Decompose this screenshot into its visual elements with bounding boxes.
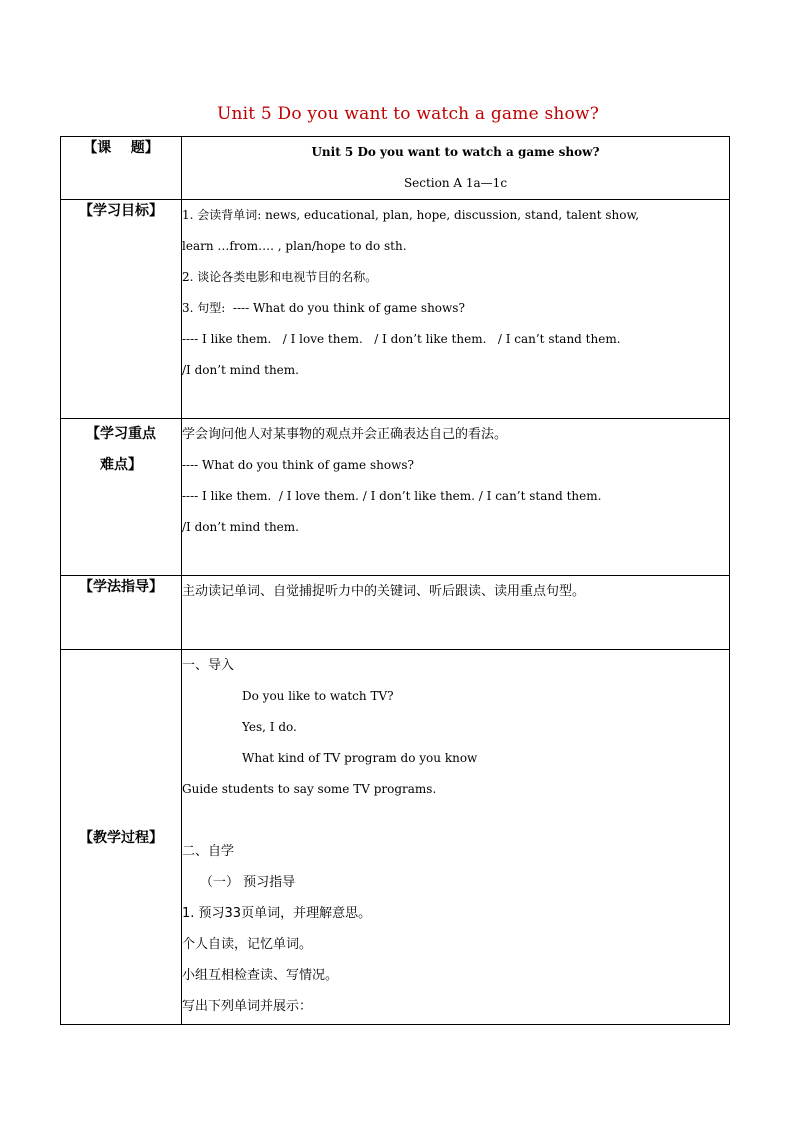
process-sub-heading: （一） 预习指导 — [200, 875, 296, 890]
keypoints-line-3: ---- I like them. / I love them. / I don’t like them. / I can’t stand them. — [182, 489, 602, 503]
process-heading-selfstudy: 二、自学 — [182, 844, 235, 859]
goal-item-1-cont: learn …from…. , plan/hope to do sth. — [182, 239, 407, 253]
topic-label — [61, 137, 182, 200]
keypoints-content — [182, 419, 730, 576]
keypoints-line-1: 学会询问他人对某事物的观点并会正确表达自己的看法。 — [182, 427, 508, 442]
goal-item-3-answers-cont: /I don’t mind them. — [182, 363, 299, 377]
process-question-2: What kind of TV program do you know — [242, 751, 478, 765]
row-method — [61, 576, 730, 650]
topic-label-text: 【课 题】 — [83, 140, 159, 156]
goal-item-3: 3. 句型: ---- What do you think of game shows? — [182, 301, 465, 315]
process-step-2: 个人自读，记忆单词。 — [182, 937, 313, 952]
goal-item-3-answers: ---- I like them. / I love them. / I don’t like them. / I can’t stand them. — [182, 332, 621, 346]
process-heading-intro: 一、导入 — [182, 658, 235, 673]
keypoints-line-4: /I don’t mind them. — [182, 520, 299, 534]
keypoints-label-line1: 【学习重点 — [86, 426, 156, 442]
goal-item-1: 1. 会读背单词: news, educational, plan, hope, discussion, stand, talent show, — [182, 208, 640, 222]
goal-item-2: 2. 谈论各类电影和电视节目的名称。 — [182, 270, 378, 284]
goals-content — [182, 200, 730, 419]
process-step-1: 1. 预习33页单词，并理解意思。 — [182, 906, 372, 921]
row-topic — [61, 137, 730, 200]
process-guide: Guide students to say some TV programs. — [182, 782, 437, 796]
process-spacer — [182, 805, 729, 836]
row-keypoints — [61, 419, 730, 576]
row-process — [61, 650, 730, 1025]
process-content — [182, 650, 730, 1025]
method-label: 【学法指导】 — [61, 576, 182, 650]
row-goals — [61, 200, 730, 419]
keypoints-label-line2: 难点】 — [100, 457, 142, 473]
method-content — [182, 576, 730, 650]
goals-label: 【学习目标】 — [61, 200, 182, 419]
process-label: 【教学过程】 — [61, 650, 182, 1025]
topic-unit-title: Unit 5 Do you want to watch a game show? — [311, 145, 600, 159]
topic-section: Section A 1a—1c — [403, 176, 508, 190]
lesson-plan-table — [60, 136, 730, 1025]
topic-content — [182, 137, 730, 200]
process-step-4: 写出下列单词并展示： — [182, 999, 313, 1014]
method-line-1: 主动读记单词、自觉捕捉听力中的关键词、听后跟读、读用重点句型。 — [182, 584, 586, 599]
document-title: Unit 5 Do you want to watch a game show? — [216, 104, 600, 124]
keypoints-label — [61, 419, 182, 576]
process-question-1: Do you like to watch TV? — [242, 689, 394, 703]
process-step-3: 小组互相检查读、写情况。 — [182, 968, 339, 983]
keypoints-line-2: ---- What do you think of game shows? — [182, 458, 414, 472]
process-answer-1: Yes, I do. — [242, 720, 297, 734]
